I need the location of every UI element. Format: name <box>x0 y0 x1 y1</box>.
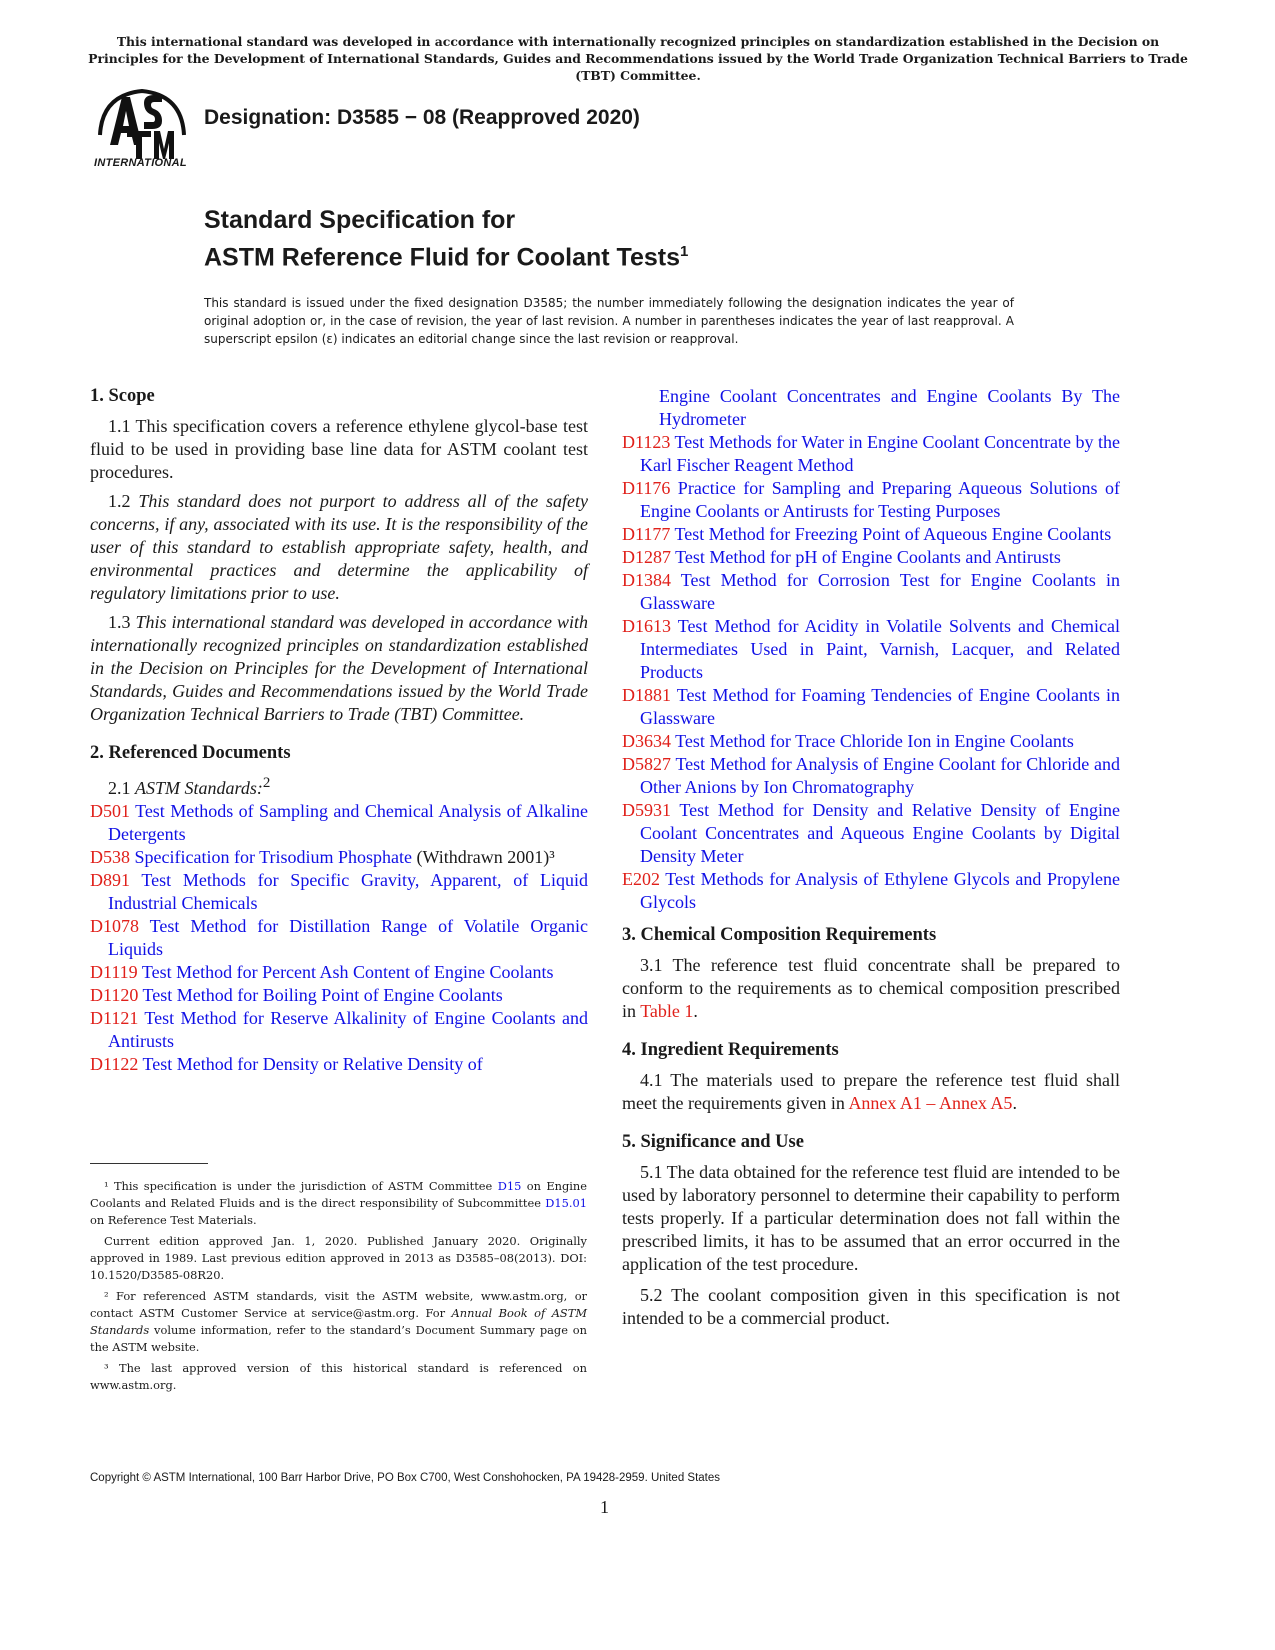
reference-title[interactable]: Test Method for Analysis of Engine Coolant for Chloride and Other Anions by Ion Chromatography <box>640 754 1120 797</box>
reference-code[interactable]: D1881 <box>622 685 671 705</box>
footnote-2 <box>90 1288 587 1356</box>
reference-item[interactable] <box>90 800 588 846</box>
reference-item[interactable] <box>622 523 1120 546</box>
reference-item[interactable] <box>90 961 588 984</box>
reference-code[interactable]: D1177 <box>622 524 671 544</box>
copyright: Copyright © ASTM International, 100 Barr Harbor Drive, PO Box C700, West Conshohocken, PA 19428-2959. United States <box>90 1472 721 1484</box>
reference-title[interactable]: Test Method for Acidity in Volatile Solvents and Chemical Intermediates Used in Paint, Varnish, Lacquer, and Related Products <box>640 616 1120 682</box>
reference-continued[interactable] <box>622 385 1120 431</box>
footnote-divider <box>90 1163 208 1164</box>
reference-title[interactable]: Test Method for Corrosion Test for Engine Coolants in Glassware <box>640 570 1120 613</box>
paragraph-text: 4.1 The materials used to prepare the reference test fluid shall meet the requirements given in <box>622 1070 1120 1113</box>
reference-code[interactable]: D1123 <box>622 432 671 452</box>
footnote-text: volume information, refer to the standard’s Document Summary page on the ASTM website. <box>90 1323 587 1354</box>
reference-list-right <box>622 431 1120 914</box>
committee-link[interactable]: D15 <box>497 1179 522 1193</box>
document-title <box>204 204 688 273</box>
footnote-text: on Engine Coolants and Related Fluids and is the direct responsibility of Subcommittee <box>90 1179 587 1210</box>
reference-item[interactable] <box>622 477 1120 523</box>
logo-wordmark: INTERNATIONAL <box>94 157 187 169</box>
reference-list-left <box>90 800 588 1076</box>
section-heading-ingredient: 4. Ingredient Requirements <box>622 1040 839 1060</box>
issued-note: This standard is issued under the fixed designation D3585; the number immediately following the designation indicates the year of original adoption or, in the case of revision, the year of last revision. A number in parentheses indicates the year of last reapproval. A superscript epsilon (ε) indicates an editorial change since the last revision or reapproval. <box>204 296 1014 346</box>
reference-code[interactable]: D1613 <box>622 616 671 636</box>
designation: Designation: D3585 − 08 (Reapproved 2020) <box>204 106 640 129</box>
reference-title[interactable]: Practice for Sampling and Preparing Aqueous Solutions of Engine Coolants or Antirusts for Testing Purposes <box>640 478 1120 521</box>
reference-title[interactable]: Test Method for Freezing Point of Aqueous Engine Coolants <box>670 524 1112 544</box>
reference-note: (Withdrawn 2001)³ <box>412 847 555 867</box>
section-heading-chemical: 3. Chemical Composition Requirements <box>622 925 937 945</box>
reference-code[interactable]: D3634 <box>622 731 671 751</box>
reference-title[interactable]: Engine Coolant Concentrates and Engine Coolants By The Hydrometer <box>659 386 1120 429</box>
paragraph-number: 1.2 <box>108 491 139 511</box>
reference-title[interactable]: Specification for Trisodium Phosphate <box>130 847 412 867</box>
paragraph-text: This standard does not purport to address all of the safety concerns, if any, associated with its use. It is the responsibility of the user of this standard to establish appropriate safety, health, and environmental practices and determine the applicability of regulatory limitations prior to use. <box>90 491 589 603</box>
paragraph-number: 1.3 <box>108 612 136 632</box>
section-heading-referenced-documents: 2. Referenced Documents <box>90 743 291 763</box>
reference-title[interactable]: Test Method for Foaming Tendencies of Engine Coolants in Glassware <box>640 685 1120 728</box>
paragraph-text: ASTM Standards: <box>135 778 263 798</box>
reference-item[interactable] <box>622 431 1120 477</box>
reference-title[interactable]: Test Method for pH of Engine Coolants and Antirusts <box>671 547 1061 567</box>
paragraph-number: 2.1 <box>108 778 135 798</box>
reference-item[interactable] <box>622 546 1120 569</box>
reference-item[interactable] <box>622 684 1120 730</box>
reference-code[interactable]: D5827 <box>622 754 671 774</box>
footnote-text: ² For referenced ASTM standards, visit the ASTM website, www.astm.org, or contact ASTM Customer Service at service@astm.org. For <box>90 1289 587 1320</box>
reference-title[interactable]: Test Methods for Analysis of Ethylene Glycols and Propylene Glycols <box>640 869 1120 912</box>
reference-item[interactable] <box>90 1053 588 1076</box>
reference-code[interactable]: D1078 <box>90 916 139 936</box>
footnotes <box>90 1178 587 1398</box>
reference-code[interactable]: D1176 <box>622 478 671 498</box>
reference-code[interactable]: D5931 <box>622 800 671 820</box>
reference-item[interactable] <box>90 846 588 869</box>
reference-title[interactable]: Test Method for Reserve Alkalinity of Engine Coolants and Antirusts <box>108 1008 588 1051</box>
reference-item[interactable] <box>90 984 588 1007</box>
paragraph-1-1: 1.1 This specification covers a reference ethylene glycol-base test fluid to be used in providing base line data for ASTM coolant test procedures. <box>90 416 588 482</box>
reference-item[interactable] <box>90 1007 588 1053</box>
paragraph-5-2: 5.2 The coolant composition given in this specification is not intended to be a commercial product. <box>622 1285 1120 1328</box>
title-line-2-text: ASTM Reference Fluid for Coolant Tests <box>204 243 680 272</box>
reference-item[interactable] <box>622 569 1120 615</box>
subcommittee-link[interactable]: D15.01 <box>545 1196 587 1210</box>
punctuation: . <box>1012 1093 1017 1113</box>
reference-item[interactable] <box>622 799 1120 868</box>
reference-item[interactable] <box>622 868 1120 914</box>
reference-code[interactable]: E202 <box>622 869 660 889</box>
footnote-text: ¹ This specification is under the jurisdiction of ASTM Committee <box>104 1179 498 1193</box>
footnote-ref-2[interactable]: 2 <box>262 775 271 791</box>
page-number: 1 <box>600 1497 609 1517</box>
footnote-1 <box>90 1178 587 1229</box>
reference-title[interactable]: Test Method for Trace Chloride Ion in Engine Coolants <box>671 731 1074 751</box>
left-column <box>90 385 588 1076</box>
reference-code[interactable]: D538 <box>90 847 130 867</box>
annex-link[interactable]: Annex A1 – Annex A5 <box>848 1093 1013 1113</box>
reference-code[interactable]: D1287 <box>622 547 671 567</box>
reference-title[interactable]: Test Method for Percent Ash Content of Engine Coolants <box>137 962 554 982</box>
reference-title[interactable]: Test Method for Density or Relative Density of <box>138 1054 483 1074</box>
reference-title[interactable]: Test Methods of Sampling and Chemical Analysis of Alkaline Detergents <box>108 801 588 844</box>
title-line-2 <box>204 236 688 273</box>
section-heading-significance: 5. Significance and Use <box>622 1132 804 1152</box>
punctuation: . <box>693 1001 698 1021</box>
reference-code[interactable]: D891 <box>90 870 130 890</box>
footnote-3: ³ The last approved version of this historical standard is referenced on www.astm.org. <box>90 1361 587 1392</box>
paragraph-1-2 <box>90 490 588 605</box>
footnote-text: on Reference Test Materials. <box>90 1213 257 1227</box>
paragraph-text: This international standard was developed in accordance with internationally recognized principles on standardization established in the Decision on Principles for the Development of International Standards, Guides and Recommendations issued by the World Trade Organization Technical Barriers to Trade (TBT) Committee. <box>90 612 588 724</box>
right-column <box>622 385 1120 1336</box>
reference-code[interactable]: D1384 <box>622 570 671 590</box>
paragraph-3-1 <box>622 954 1120 1023</box>
reference-item[interactable] <box>90 915 588 961</box>
reference-code[interactable]: D1122 <box>90 1054 139 1074</box>
reference-item[interactable] <box>622 730 1120 753</box>
title-line-1: Standard Specification for <box>204 206 516 234</box>
table-1-link[interactable]: Table 1 <box>640 1001 694 1021</box>
reference-code[interactable]: D501 <box>90 801 130 821</box>
reference-item[interactable] <box>622 615 1120 684</box>
footnote-ref-1[interactable]: 1 <box>679 243 689 260</box>
reference-code[interactable]: D1121 <box>90 1008 139 1028</box>
paragraph-5-1: 5.1 The data obtained for the reference test fluid are intended to be used by laboratory personnel to determine their capability to perform tests properly. If a particular determination does not fall within the prescribed limits, it has to be assumed that an error occurred in the application of the test procedure. <box>622 1162 1120 1274</box>
reference-code[interactable]: D1120 <box>90 985 139 1005</box>
paragraph-1-3 <box>90 611 588 726</box>
reference-title[interactable]: Test Methods for Water in Engine Coolant Concentrate by the Karl Fischer Reagent Method <box>640 432 1120 475</box>
reference-item[interactable] <box>622 753 1120 799</box>
reference-title[interactable]: Test Method for Distillation Range of Volatile Organic Liquids <box>108 916 588 959</box>
reference-title[interactable]: Test Methods for Specific Gravity, Apparent, of Liquid Industrial Chemicals <box>108 870 588 913</box>
reference-code[interactable]: D1119 <box>90 962 138 982</box>
paragraph-text: 3.1 The reference test fluid concentrate shall be prepared to conform to the requirements as to chemical composition prescribed in <box>622 955 1120 1021</box>
section-heading-scope: 1. Scope <box>90 386 155 406</box>
reference-title[interactable]: Test Method for Boiling Point of Engine Coolants <box>138 985 503 1005</box>
paragraph-4-1 <box>622 1069 1120 1115</box>
footnote-italic: Annual Book of ASTM Standards <box>90 1306 587 1337</box>
footnote-1-edition: Current edition approved Jan. 1, 2020. Published January 2020. Originally approved in 1989. Last previous edition approved in 2013 as D3585–08(2013). DOI: 10.1520/D3585-08R20. <box>90 1234 587 1282</box>
reference-item[interactable] <box>90 869 588 915</box>
wto-note: This international standard was developed in accordance with internationally recognized principles on standardization established in the Decision on Principles for the Development of International Standards, Guides and Recommendations issued by the World Trade Organization Technical Barriers to Trade (TBT) Committee. <box>88 34 1188 83</box>
reference-title[interactable]: Test Method for Density and Relative Density of Engine Coolant Concentrates and Aqueous Engine Coolants by Digital Density Meter <box>640 800 1120 866</box>
paragraph-2-1 <box>90 772 588 800</box>
